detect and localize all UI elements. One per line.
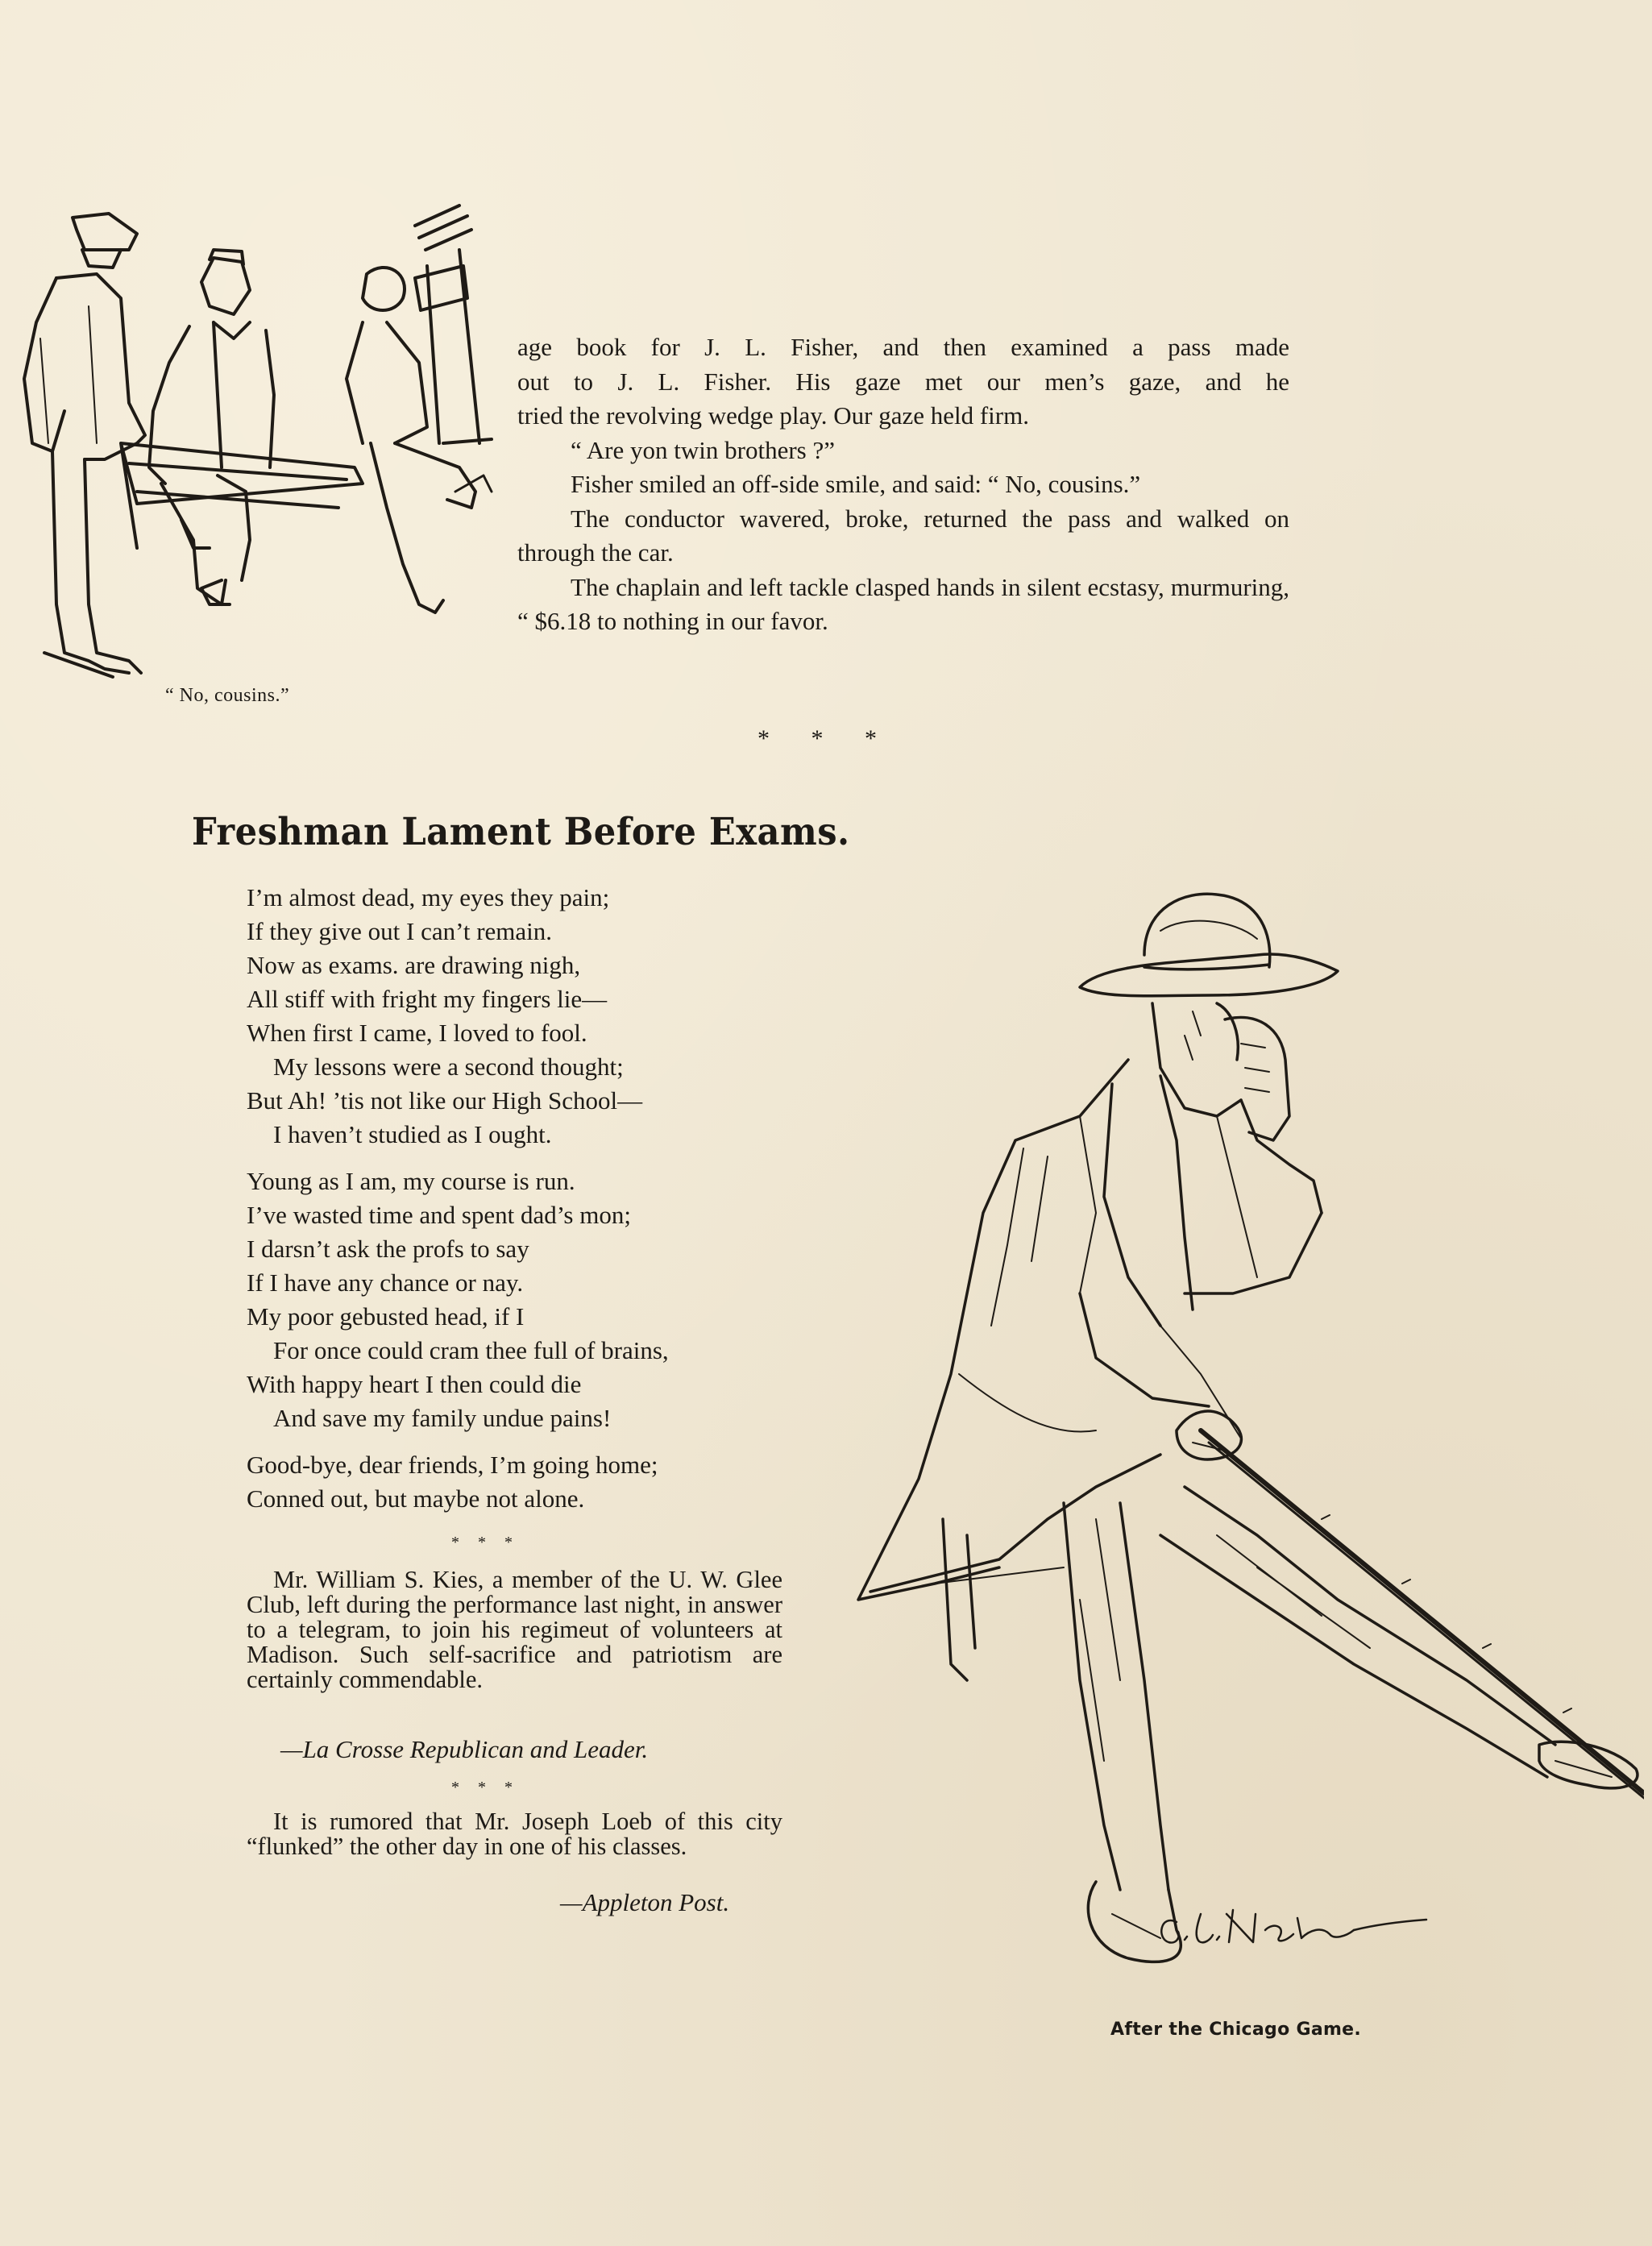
poem-line: But Ah! ’tis not like our High School— bbox=[247, 1086, 643, 1115]
poem-line: I’ve wasted time and spent dad’s mon; bbox=[247, 1201, 631, 1229]
right-illustration-caption: After the Chicago Game. bbox=[1110, 2020, 1362, 2040]
story-paragraph: The chaplain and left tackle clasped hands in silent ecstasy, murmuring, “ $6.18 to nothing in our favor. bbox=[517, 572, 1289, 635]
poem-stanza bbox=[247, 1448, 827, 1516]
story-line: out to J. L. Fisher. His gaze met our men’s gaze, and he bbox=[517, 367, 1289, 396]
section-separator: * * * bbox=[758, 725, 894, 752]
illustration-dejected-student bbox=[838, 874, 1644, 2027]
bowler-hat bbox=[1080, 894, 1338, 996]
story-paragraph: The conductor wavered, broke, returned the pass and walked on through the car. bbox=[517, 504, 1289, 567]
bench bbox=[121, 443, 363, 548]
poem-line: Young as I am, my course is run. bbox=[247, 1167, 575, 1195]
cane bbox=[1201, 1430, 1644, 1801]
poem-line: Now as exams. are drawing nigh, bbox=[247, 951, 581, 979]
poem-body bbox=[247, 881, 827, 1529]
poem-line: If they give out I can’t remain. bbox=[247, 917, 553, 945]
poem-line: For once could cram thee full of brains, bbox=[273, 1336, 669, 1364]
poem-line: Conned out, but maybe not alone. bbox=[247, 1484, 585, 1513]
poem-line: All stiff with fright my fingers lie— bbox=[247, 985, 608, 1013]
story-paragraph: Fisher smiled an off-side smile, and said: “ No, cousins.” bbox=[571, 470, 1141, 498]
poem-line: If I have any chance or nay. bbox=[247, 1268, 524, 1297]
news-attribution: —La Crosse Republican and Leader. bbox=[280, 1735, 649, 1763]
story-paragraph: tried the revolving wedge play. Our gaze held firm. bbox=[517, 401, 1029, 430]
news-text: It is rumored that Mr. Joseph Loeb of this city “flunked” the other day in one of his classes. bbox=[247, 1808, 782, 1860]
section-separator: * * * bbox=[451, 1534, 520, 1551]
legs bbox=[1064, 1487, 1555, 1890]
poem-line: My lessons were a second thought; bbox=[273, 1052, 624, 1081]
story-line: age book for J. L. Fisher, and then examined a pass made bbox=[517, 333, 1289, 361]
seated-man-center bbox=[149, 250, 274, 604]
top-illustration-caption: “ No, cousins.” bbox=[165, 685, 290, 706]
story-paragraph: “ Are yon twin brothers ?” bbox=[571, 435, 835, 464]
news-text: Mr. William S. Kies, a member of the U. W. Glee Club, left during the performance last night, in answer to a telegram, to join his regimeut of volunteers at Madison. Such self-sacrifice and patriotism are certainly commendable. bbox=[247, 1566, 782, 1693]
story-continuation bbox=[517, 330, 1289, 639]
poem-line: My poor gebusted head, if I bbox=[247, 1302, 525, 1331]
poem-line: With happy heart I then could die bbox=[247, 1370, 582, 1398]
section-separator: * * * bbox=[451, 1779, 520, 1796]
poem-line: I darsn’t ask the profs to say bbox=[247, 1235, 529, 1263]
illustration-conductor-scene bbox=[8, 201, 524, 685]
head-and-hand bbox=[1152, 1003, 1322, 1213]
poem-title: Freshman Lament Before Exams. bbox=[192, 810, 850, 854]
news-item-kies bbox=[247, 1567, 782, 1692]
window-frame-lines bbox=[415, 206, 471, 250]
arm-and-hand bbox=[1080, 1293, 1241, 1459]
chair bbox=[935, 1519, 1064, 1680]
poem-line: I’m almost dead, my eyes they pain; bbox=[247, 883, 610, 911]
artist-signature bbox=[1161, 1910, 1426, 1943]
poem-line: And save my family undue pains! bbox=[273, 1404, 612, 1432]
news-item-loeb bbox=[247, 1809, 782, 1859]
news-attribution: —Appleton Post. bbox=[560, 1888, 730, 1916]
poem-stanza bbox=[247, 881, 827, 1152]
poem-stanza bbox=[247, 1165, 827, 1435]
poem-line: When first I came, I loved to fool. bbox=[247, 1019, 587, 1047]
poem-line: Good-bye, dear friends, I’m going home; bbox=[247, 1451, 658, 1479]
poem-line: I haven’t studied as I ought. bbox=[273, 1120, 552, 1148]
